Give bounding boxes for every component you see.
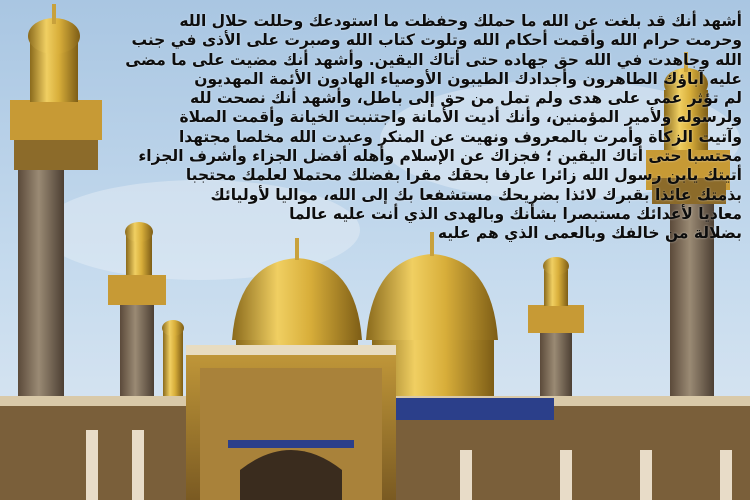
inscription-line: بضلالة من خالفك وبالعمى الذي هم عليه <box>437 224 742 243</box>
inscription-line: معاديا لأعدائك مستبصرا بشأنك وبالهدى الذي أنت عليه عالما <box>289 204 742 223</box>
tiny-minaret <box>162 320 184 400</box>
inscription-line: ولرسوله ولأمير المؤمنين، وأنك أديت الأمانة واجتنبت الخيانة وأقمت الصلاة <box>179 108 742 127</box>
inscription-line: وحرمت حرام الله وأقمت أحكام الله وتلوت كتاب الله وصبرت على الأذى في جنب <box>131 31 742 50</box>
inscription-line: الله وجاهدت في الله حق جهاده حتى أتاك اليقين. وأشهد أنك مضيت على ما مضى <box>125 50 742 69</box>
inscription-line: محتسبا حتى أتاك اليقين ؛ فجزاك عن الإسلام وأهله أفضل الجزاء وأشرف الجزاء <box>138 147 742 166</box>
inscription-line: لم تؤثر عمى على هدى ولم تمل من حق إلى باطل، وأشهد أنك نصحت لله <box>190 89 742 108</box>
arabic-inscription <box>60 12 742 244</box>
inscription-line: أتيتك يابن رسول الله زائرا عارفا بحقك مقرا بفضلك محتملا لعلمك محتجبا <box>185 166 742 185</box>
inscription-line: بذمتك عائذا بقبرك لائذا بضريحك مستشفعا بك إلى الله، مواليا لأوليائك <box>210 185 742 204</box>
inscription-line: وآتيت الزكاة وأمرت بالمعروف ونهيت عن المنكر وعبدت الله مخلصا مجتهدا <box>178 127 742 146</box>
inscription-line: عليه آباؤك الطاهرون وأجدادك الطيبون الأوصياء الهادون الأئمة المهديون <box>194 69 742 88</box>
inscription-line: أشهد أنك قد بلغت عن الله ما حملك وحفظت ما استودعك وحللت حلال الله <box>179 12 742 30</box>
